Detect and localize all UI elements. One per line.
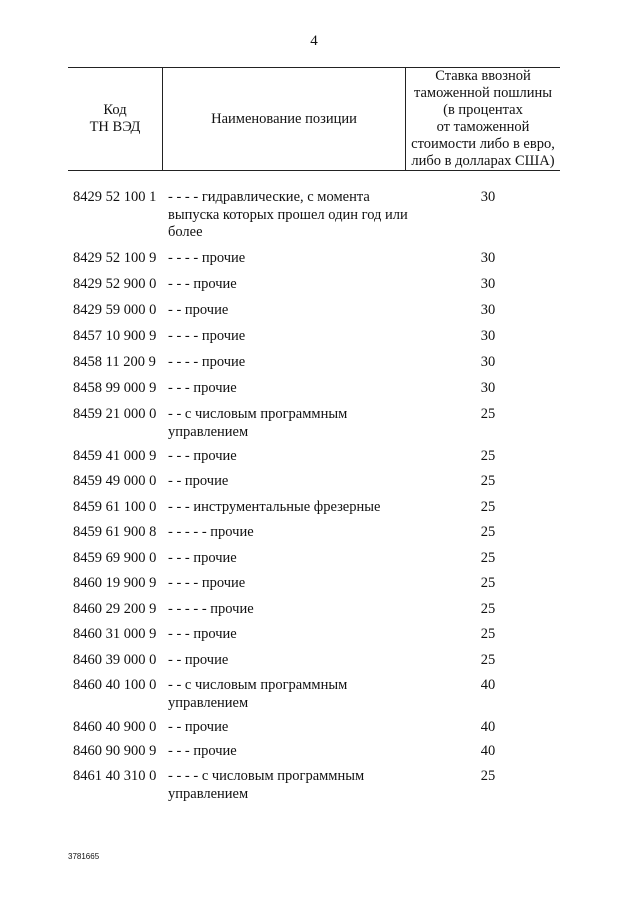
table-row bbox=[73, 189, 563, 242]
row-rate: 25 bbox=[480, 406, 496, 422]
row-name: - - - - гидравлические, с момента выпуска которых прошел один год или более bbox=[168, 189, 408, 240]
row-code: 8458 11 200 9 bbox=[73, 354, 156, 370]
table-header bbox=[68, 67, 560, 171]
header-rate-line: либо в долларах США) bbox=[411, 153, 555, 169]
row-code: 8429 52 100 1 bbox=[73, 189, 157, 205]
row-rate: 30 bbox=[480, 328, 496, 344]
row-name: - - - прочие bbox=[168, 549, 237, 566]
table-row bbox=[73, 473, 563, 491]
row-code: 8460 19 900 9 bbox=[73, 575, 157, 591]
row-name: - - - прочие bbox=[168, 380, 237, 396]
table-row bbox=[73, 524, 563, 542]
row-rate: 30 bbox=[480, 189, 496, 205]
header-code-line: Код bbox=[103, 102, 127, 118]
row-name: - - - - - прочие bbox=[168, 524, 254, 540]
table-row bbox=[73, 677, 563, 712]
row-rate: 30 bbox=[480, 354, 496, 370]
header-rate-line: стоимости либо в евро, bbox=[411, 136, 555, 152]
table-row bbox=[73, 626, 563, 644]
header-name-label: Наименование позиции bbox=[211, 110, 357, 127]
row-name: - - - прочие bbox=[168, 742, 237, 759]
row-rate: 30 bbox=[480, 380, 496, 396]
row-rate: 25 bbox=[480, 651, 496, 668]
row-rate: 25 bbox=[480, 575, 496, 591]
row-name: - - - - с числовым программным управлением bbox=[168, 768, 365, 802]
table-row bbox=[73, 448, 563, 466]
row-code: 8429 52 100 9 bbox=[73, 250, 157, 266]
row-name: - - - прочие bbox=[168, 626, 237, 642]
row-rate: 30 bbox=[480, 276, 496, 292]
tariff-table-body bbox=[73, 189, 563, 803]
row-code: 8429 59 000 0 bbox=[73, 302, 157, 318]
table-row bbox=[73, 302, 563, 320]
row-name: - - - прочие bbox=[168, 276, 237, 292]
table-row bbox=[73, 550, 563, 568]
row-code: 8460 40 100 0 bbox=[73, 677, 157, 693]
table-row bbox=[73, 499, 563, 517]
row-rate: 25 bbox=[480, 498, 496, 515]
row-code: 8429 52 900 0 bbox=[73, 276, 157, 292]
table-row bbox=[73, 250, 563, 268]
row-code: 8460 29 200 9 bbox=[73, 600, 157, 617]
row-name: - - - - - прочие bbox=[168, 600, 254, 617]
document-id: 3781665 bbox=[68, 852, 100, 861]
table-row bbox=[73, 743, 563, 761]
row-rate: 25 bbox=[480, 768, 496, 784]
row-name: - - - - прочие bbox=[168, 250, 246, 266]
row-code: 8460 39 000 0 bbox=[73, 651, 157, 668]
row-rate: 40 bbox=[480, 677, 496, 693]
row-code: 8459 61 100 0 bbox=[73, 498, 157, 515]
table-row bbox=[73, 380, 563, 398]
table-row bbox=[73, 406, 563, 441]
row-name: - - прочие bbox=[168, 302, 229, 318]
header-rate-line: от таможенной bbox=[436, 119, 530, 135]
row-rate: 25 bbox=[480, 447, 496, 464]
row-name: - - - прочие bbox=[168, 447, 237, 464]
table-row bbox=[73, 768, 563, 803]
row-code: 8459 49 000 0 bbox=[73, 473, 157, 489]
page-number: 4 bbox=[310, 33, 318, 49]
table-row bbox=[73, 354, 563, 372]
header-code-line: ТН ВЭД bbox=[89, 119, 141, 135]
header-rate-line: таможенной пошлины bbox=[413, 85, 553, 101]
row-code: 8459 41 000 9 bbox=[73, 447, 157, 464]
row-rate: 25 bbox=[480, 626, 496, 642]
row-code: 8459 21 000 0 bbox=[73, 406, 157, 422]
row-name: - - - инструментальные фрезерные bbox=[168, 498, 381, 515]
row-code: 8459 69 900 0 bbox=[73, 549, 157, 566]
row-code: 8457 10 900 9 bbox=[73, 328, 157, 344]
table-row bbox=[73, 276, 563, 294]
table-row bbox=[73, 601, 563, 619]
row-rate: 25 bbox=[480, 524, 496, 540]
header-rate bbox=[406, 68, 560, 170]
row-code: 8460 40 900 0 bbox=[73, 718, 157, 735]
row-rate: 25 bbox=[480, 473, 496, 489]
table-row bbox=[73, 328, 563, 346]
table-row bbox=[73, 575, 563, 593]
table-row bbox=[73, 719, 563, 737]
row-rate: 40 bbox=[480, 718, 496, 735]
row-rate: 30 bbox=[480, 302, 496, 318]
row-code: 8458 99 000 9 bbox=[73, 380, 157, 396]
header-code bbox=[68, 68, 162, 170]
header-name bbox=[163, 68, 405, 170]
row-name: - - - - прочие bbox=[168, 354, 246, 370]
row-name: - - - - прочие bbox=[168, 328, 246, 344]
row-name: - - прочие bbox=[168, 718, 229, 735]
row-rate: 40 bbox=[480, 742, 496, 759]
row-name: - - с числовым программным управлением bbox=[168, 406, 348, 440]
row-code: 8460 31 000 9 bbox=[73, 626, 157, 642]
row-name: - - с числовым программным управлением bbox=[168, 677, 348, 711]
row-name: - - прочие bbox=[168, 651, 229, 668]
row-code: 8460 90 900 9 bbox=[73, 742, 157, 759]
header-rate-line: Ставка ввозной bbox=[435, 68, 531, 84]
row-rate: 25 bbox=[480, 549, 496, 566]
row-code: 8459 61 900 8 bbox=[73, 524, 157, 540]
header-rate-line: (в процентах bbox=[443, 102, 523, 118]
row-name: - - - - прочие bbox=[168, 575, 246, 591]
row-rate: 25 bbox=[480, 600, 496, 617]
row-code: 8461 40 310 0 bbox=[73, 768, 157, 784]
row-name: - - прочие bbox=[168, 473, 229, 489]
table-row bbox=[73, 652, 563, 670]
row-rate: 30 bbox=[480, 250, 496, 266]
